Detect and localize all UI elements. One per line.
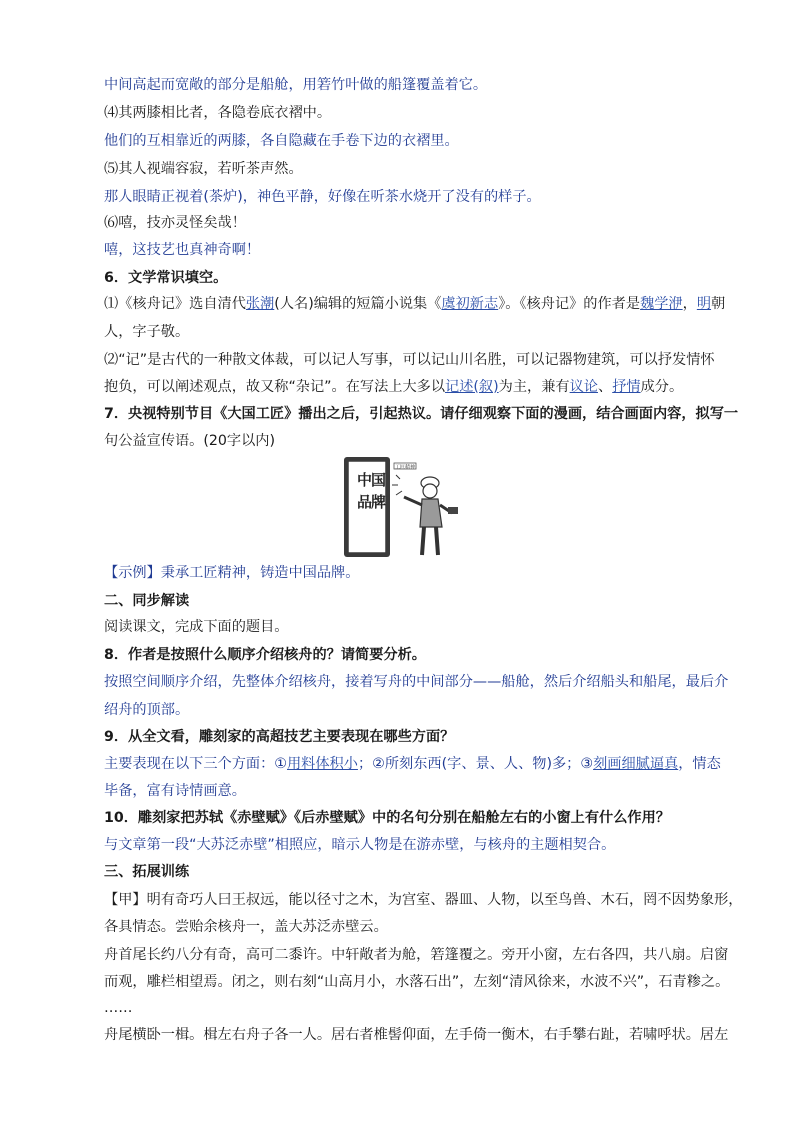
answer-jishu: 记述(叙) <box>445 379 499 395</box>
text-line-30: 而观，雕栏相望焉。闭之，则右刻“山高月小，水落石出”，左刻“清风徐来，水波不兴”，石青糁之。 <box>104 974 730 990</box>
answer-part-1: 用料体积小 <box>286 756 358 772</box>
text-line-19: 按照空间顺序介绍，先整体介绍核舟，接着写舟的中间部分——船舱，然后介绍船头和船尾，最后介 <box>104 674 729 690</box>
hat-label: 工匠精神 <box>395 464 416 471</box>
section-3-heading: 三、拓展训练 <box>104 864 190 880</box>
seg: ⑴《核舟记》选自清代 <box>104 296 246 312</box>
text-line-9 <box>104 294 725 314</box>
text-line-22 <box>104 754 721 774</box>
worker-legs <box>422 527 438 555</box>
seg: 朝 <box>711 296 726 312</box>
board-char: 品 <box>357 493 373 511</box>
section-2-heading: 二、同步解读 <box>104 593 190 609</box>
text-line-4: ⑸其人视端容寂，若听茶声然。 <box>104 161 303 177</box>
seg: 为主，兼有 <box>498 379 570 395</box>
text-line-28: 各具情态。尝贻余核舟一，盖大苏泛赤壁云。 <box>104 919 388 935</box>
answer-ming: 明 <box>696 296 712 312</box>
text-line-10: 人，字子敬。 <box>104 324 190 340</box>
question-8-heading: 8．作者是按照什么顺序介绍核舟的？请简要分析。 <box>104 647 426 663</box>
text-line-11: ⑵“记”是古代的一种散文体裁，可以记人写事，可以记山川名胜，可以记器物建筑，可以抒发情怀 <box>104 352 715 368</box>
seg: 抱负，可以阐述观点，故又称“杂记”。在写法上大多以 <box>104 379 446 395</box>
spark-icon <box>392 475 402 495</box>
seg: 成分。 <box>640 379 684 395</box>
answer-part-3: 刻画细腻逼真 <box>593 756 679 772</box>
example-answer: 【示例】秉承工匠精神，铸造中国品牌。 <box>104 565 360 581</box>
text-line-6: ⑹嘻，技亦灵怪矣哉！ <box>104 215 246 231</box>
text-line-29: 舟首尾长约八分有奇，高可二黍许。中轩敞者为舱，箬篷覆之。旁开小窗，左右各四，共八扇。启窗 <box>104 947 729 963</box>
question-7-heading: 7．央视特别节目《大国工匠》播出之后，引起热议。请仔细观察下面的漫画，结合画面内容，拟写一 <box>104 406 739 422</box>
seg: 主要表现在以下三个方面：① <box>104 756 287 772</box>
answer-shuqing: 抒情 <box>612 379 641 395</box>
seg: 》。《核舟记》的作者是 <box>498 296 641 312</box>
seg: ，情态 <box>678 756 721 772</box>
question-6-heading: 6．文学常识填空。 <box>104 270 228 286</box>
worker-body <box>420 499 442 527</box>
text-line-25: 与文章第一段“大苏泛赤壁”相照应，暗示人物是在游赤壁，与核舟的主题相契合。 <box>104 837 616 853</box>
question-10-heading: 10．雕刻家把苏轼《赤壁赋》《后赤壁赋》中的名句分别在船舱左右的小窗上有什么作用？ <box>104 810 670 826</box>
seg: ， <box>682 296 697 312</box>
text-line-3: 他们的互相靠近的两膝，各自隐藏在手卷下边的衣褶里。 <box>104 133 459 149</box>
text-line-27: 【甲】明有奇巧人曰王叔远，能以径寸之木，为宫室、器皿、人物，以至鸟兽、木石，罔不因势象形， <box>104 892 743 908</box>
text-line-14: 句公益宣传语。(20字以内) <box>104 433 275 449</box>
board-char: 国 <box>371 471 387 489</box>
answer-yuchuxinzhi: 虞初新志 <box>441 296 499 312</box>
text-line-2: ⑷其两膝相比者，各隐卷底衣褶中。 <box>104 105 332 121</box>
worker-arm-chisel <box>404 497 422 505</box>
ellipsis-line: …… <box>104 1000 133 1016</box>
text-line-17: 阅读课文，完成下面的题目。 <box>104 619 289 635</box>
text-line-5: 那人眼睛正视着(茶炉)，神色平静，好像在听茶水烧开了没有的样子。 <box>104 189 541 205</box>
seg: ；②所刻东西(字、景、人、物)多；③ <box>357 756 594 772</box>
answer-yilun: 议论 <box>569 379 598 395</box>
question-9-heading: 9．从全文看，雕刻家的高超技艺主要表现在哪些方面？ <box>104 729 455 745</box>
answer-weixueyi: 魏学洢 <box>640 296 683 312</box>
seg: (人名)编辑的短篇小说集《 <box>274 296 442 312</box>
text-line-20: 绍舟的顶部。 <box>104 702 190 718</box>
text-line-1: 中间高起而宽敞的部分是船舱，用箬竹叶做的船篷覆盖着它。 <box>104 77 488 93</box>
text-line-7: 嘻，这技艺也真神奇啊！ <box>104 242 261 258</box>
text-line-32: 舟尾横卧一楫。楫左右舟子各一人。居右者椎髻仰面，左手倚一衡木，右手攀右趾，若啸呼状。居左 <box>104 1027 729 1043</box>
text-line-12 <box>104 377 683 397</box>
answer-zhangchao: 张潮 <box>245 296 275 312</box>
seg: 、 <box>598 379 613 395</box>
board-char: 中 <box>357 471 373 489</box>
hammer-icon <box>448 507 458 514</box>
craftsman-cartoon-image <box>338 455 466 563</box>
text-line-23: 毕备，富有诗情画意。 <box>104 783 246 799</box>
worker-head <box>423 484 437 498</box>
board-char: 牌 <box>371 493 387 511</box>
